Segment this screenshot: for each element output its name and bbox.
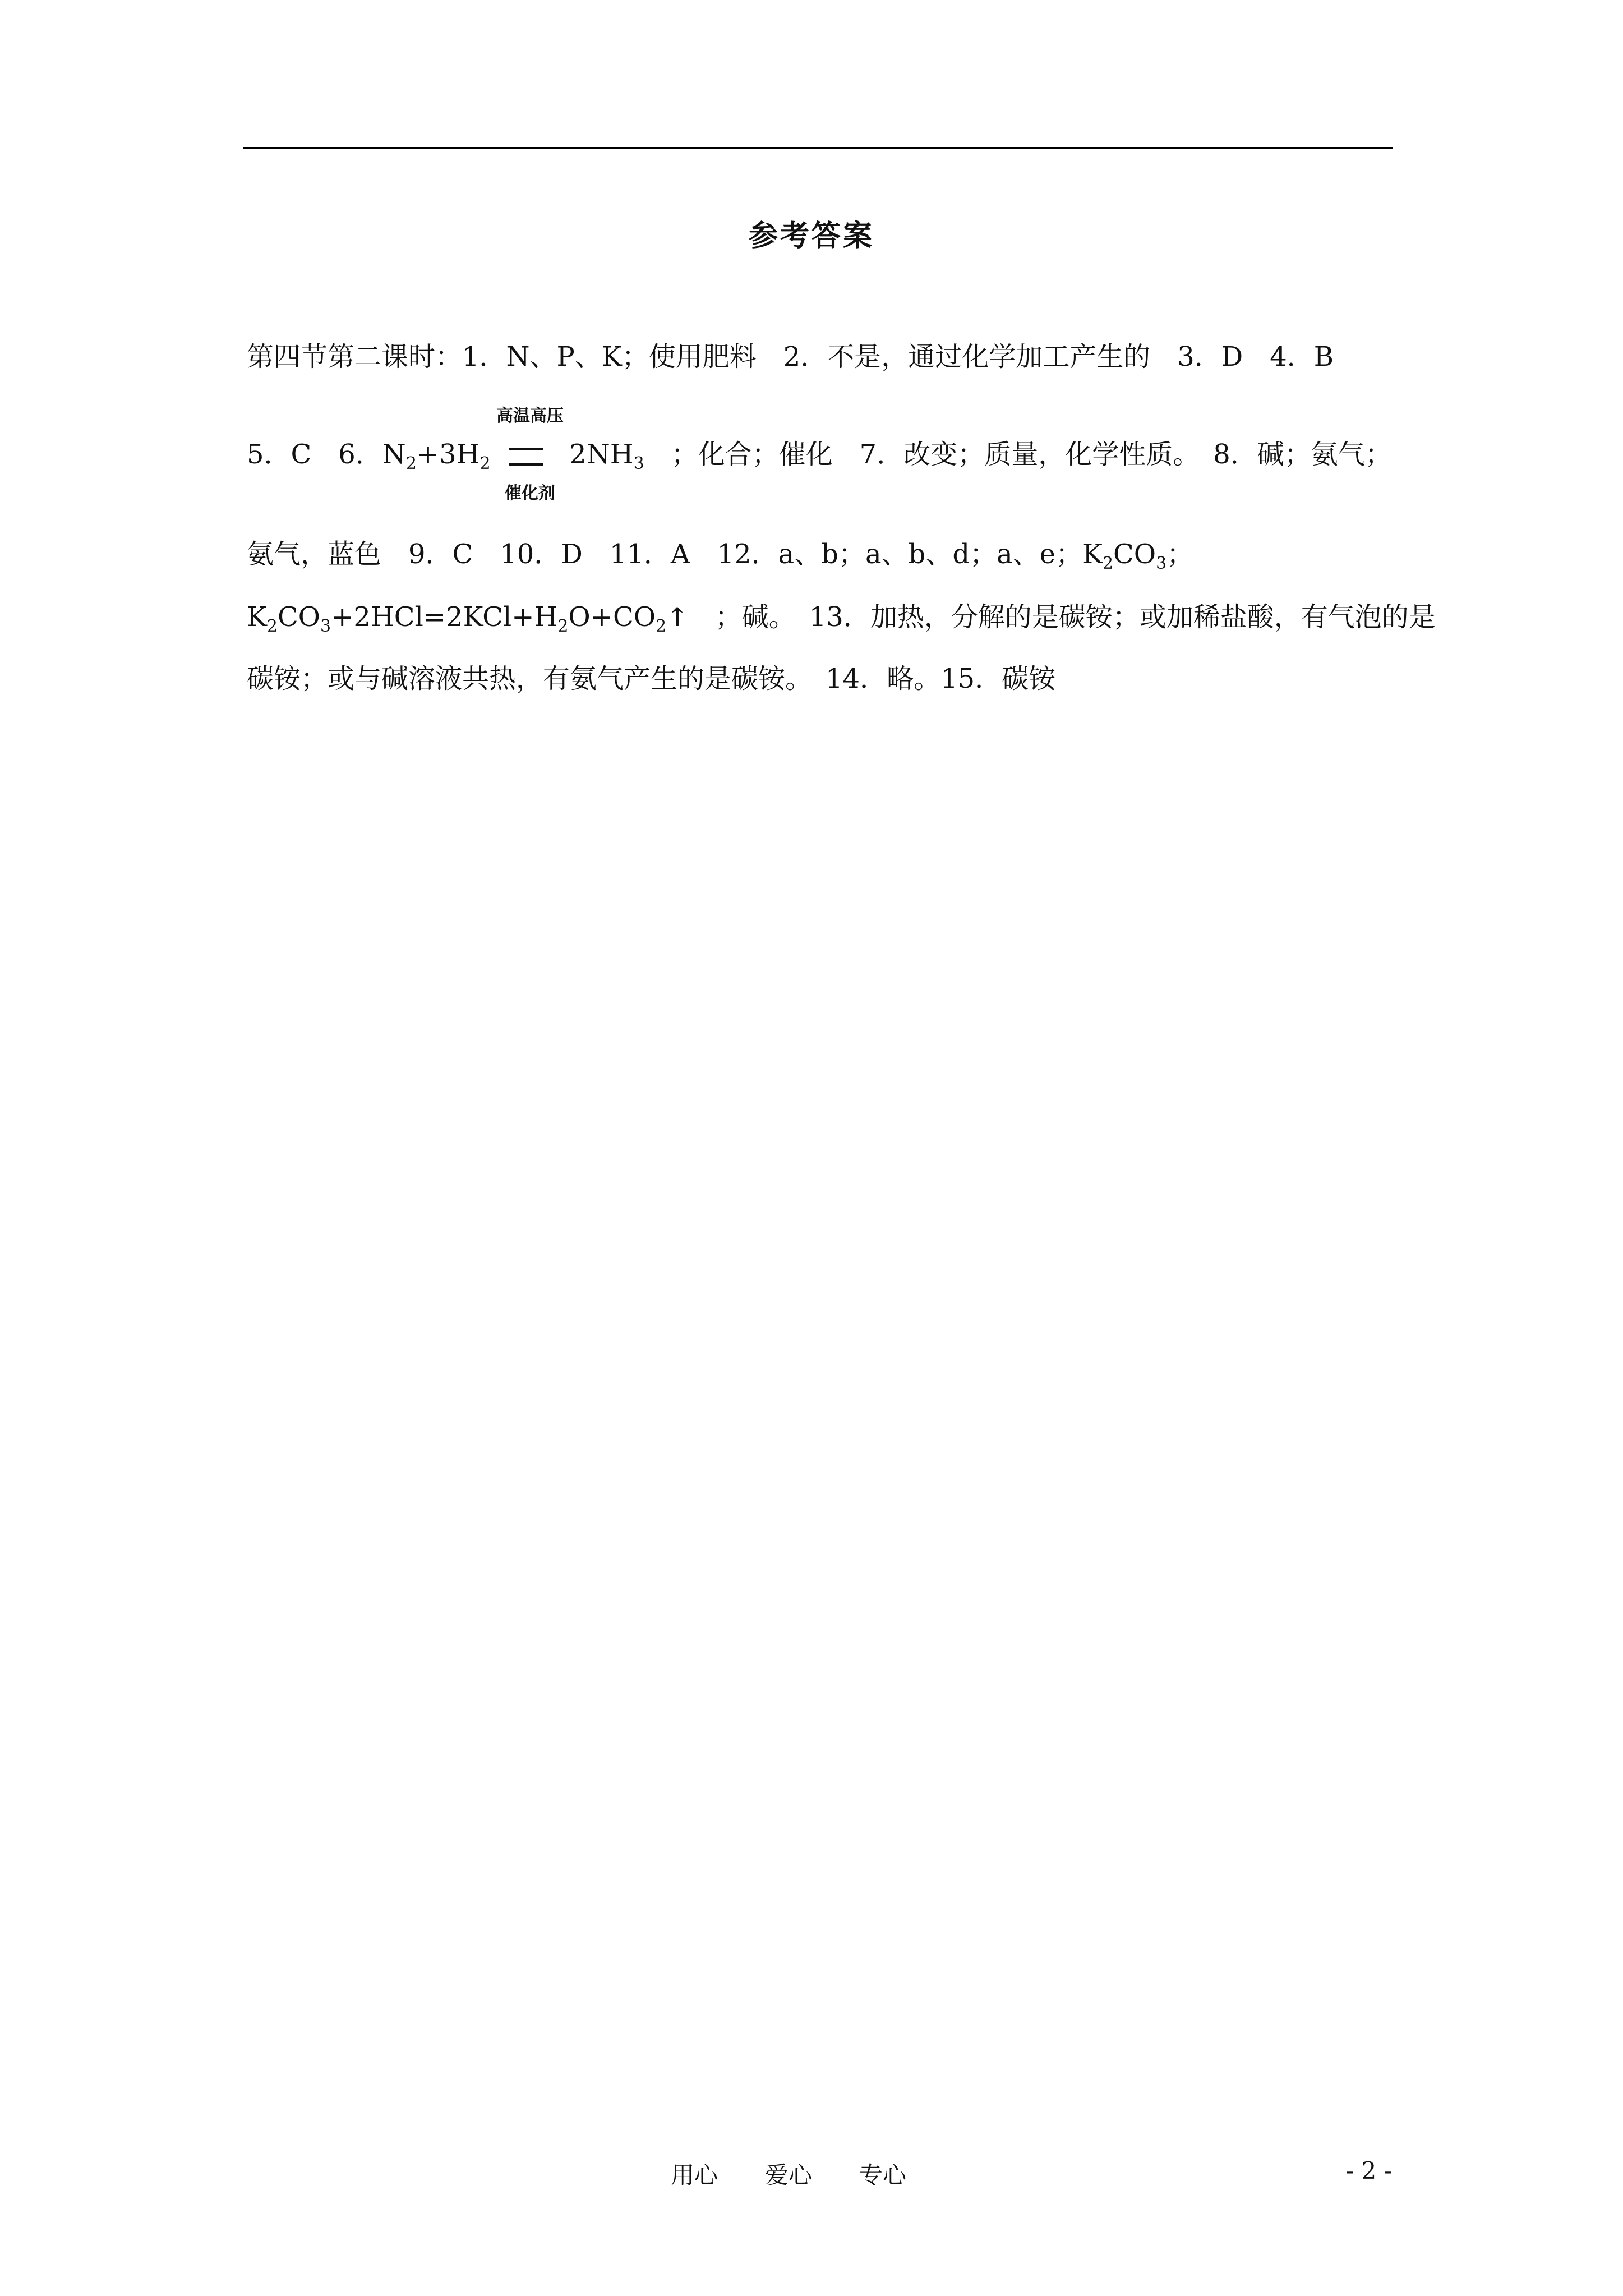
subscript: 2: [405, 454, 417, 473]
answer-text: K: [247, 601, 267, 633]
answer-text: CO: [277, 601, 321, 633]
subscript: 2: [266, 616, 278, 636]
answer-line-5: [247, 662, 1055, 696]
reaction-condition: [496, 406, 564, 503]
answer-text: 5．C 6．N: [247, 439, 406, 470]
answer-line-3: [247, 537, 1193, 571]
answer-line-2: [247, 406, 1392, 503]
answer-text: +3H: [416, 439, 480, 470]
answer-text: ；: [1166, 539, 1194, 570]
answer-text: 碳铵；或与碱溶液共热，有氨气产生的是碳铵。 14．略。15．碳铵: [247, 663, 1056, 694]
subscript: 2: [1102, 554, 1114, 573]
reaction-condition-below: 催化剂: [504, 483, 555, 503]
page-title: 参考答案: [748, 219, 874, 253]
page-number: - 2 -: [1346, 2157, 1392, 2184]
answer-text: ；化合；催化 7．改变；质量，化学性质。 8．碱；氨气；: [644, 439, 1392, 470]
answer-text: +2HCl=2KCl+H: [331, 601, 558, 633]
answer-line-1: [247, 340, 1334, 374]
answer-text: CO: [1113, 539, 1156, 570]
reaction-condition-above: 高温高压: [496, 406, 564, 426]
footer-motto: 用心 爱心 专心: [671, 2161, 907, 2189]
gas-arrow-icon: ↑: [666, 602, 688, 632]
subscript: 3: [320, 616, 331, 636]
answer-text: 氨气，蓝色 9．C 10．D 11．A 12．a、b；a、b、d；a、e；K: [247, 539, 1103, 570]
answer-line-4: [247, 600, 1436, 634]
subscript: 2: [557, 616, 569, 636]
subscript: 3: [1156, 554, 1167, 573]
equals-sign-icon: [509, 448, 543, 466]
subscript: 2: [656, 616, 667, 636]
subscript: 2: [479, 454, 491, 473]
answer-text: 第四节第二课时：1．N、P、K；使用肥料 2．不是，通过化学加工产生的 3．D 4．B: [247, 341, 1334, 372]
subscript: 3: [633, 454, 644, 473]
header-rule: [243, 147, 1393, 149]
answer-text: ；碱。 13．加热，分解的是碳铵；或加稀盐酸，有气泡的是: [688, 601, 1436, 633]
answer-text: 2NH: [569, 439, 634, 470]
answer-text: O+CO: [568, 601, 656, 633]
